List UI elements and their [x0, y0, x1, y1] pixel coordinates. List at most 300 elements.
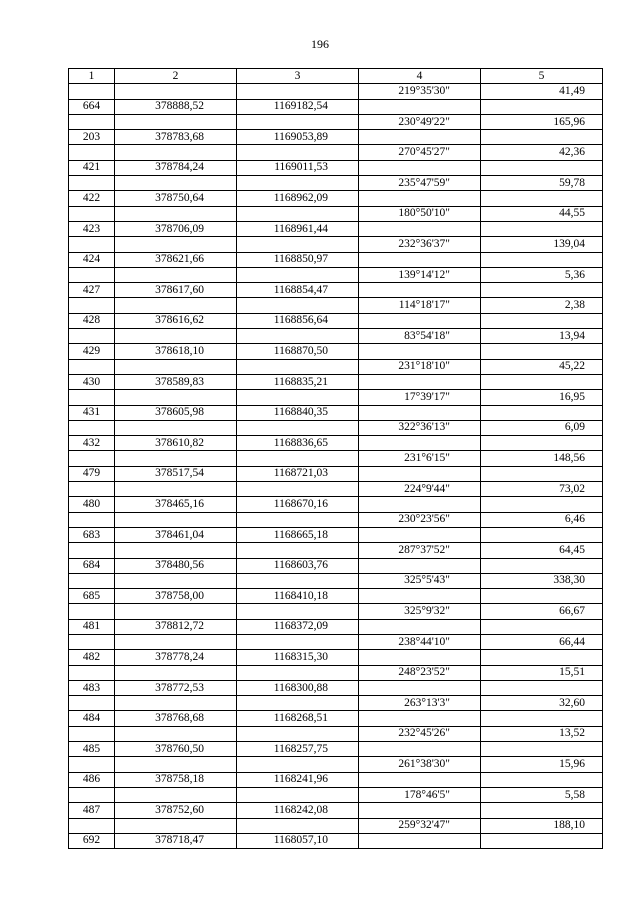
direction-angle-cell [359, 99, 481, 114]
distance-cell [481, 833, 603, 848]
y-coordinate-cell: 1168836,65 [237, 436, 359, 451]
y-coordinate-cell [237, 482, 359, 497]
table-row [69, 420, 603, 435]
table-row [69, 313, 603, 328]
table-body [69, 84, 603, 849]
distance-cell [481, 374, 603, 389]
point-number-cell: 483 [69, 680, 115, 695]
direction-angle-cell [359, 252, 481, 267]
direction-angle-cell: 248°23'52" [359, 665, 481, 680]
table-row [69, 267, 603, 282]
direction-angle-cell: 178°46'5" [359, 787, 481, 802]
x-coordinate-cell [115, 787, 237, 802]
x-coordinate-cell [115, 512, 237, 527]
table-row [69, 160, 603, 175]
x-coordinate-cell [115, 237, 237, 252]
direction-angle-cell: 322°36'13" [359, 420, 481, 435]
table-row [69, 329, 603, 344]
table-row [69, 543, 603, 558]
table-row [69, 573, 603, 588]
point-number-cell: 481 [69, 619, 115, 634]
distance-cell [481, 589, 603, 604]
distance-cell [481, 405, 603, 420]
x-coordinate-cell: 378461,04 [115, 527, 237, 542]
distance-cell [481, 527, 603, 542]
table-row [69, 650, 603, 665]
x-coordinate-cell [115, 451, 237, 466]
point-number-cell [69, 298, 115, 313]
distance-cell: 2,38 [481, 298, 603, 313]
table-row [69, 390, 603, 405]
y-coordinate-cell [237, 420, 359, 435]
y-coordinate-cell: 1168870,50 [237, 344, 359, 359]
direction-angle-cell [359, 436, 481, 451]
distance-cell [481, 130, 603, 145]
table-row [69, 589, 603, 604]
direction-angle-cell [359, 374, 481, 389]
x-coordinate-cell: 378784,24 [115, 160, 237, 175]
point-number-cell: 684 [69, 558, 115, 573]
x-coordinate-cell [115, 329, 237, 344]
distance-cell: 139,04 [481, 237, 603, 252]
distance-cell [481, 191, 603, 206]
table-row [69, 787, 603, 802]
table-row [69, 84, 603, 99]
point-number-cell [69, 665, 115, 680]
x-coordinate-cell [115, 543, 237, 558]
x-coordinate-cell [115, 84, 237, 99]
table-row [69, 558, 603, 573]
distance-cell: 16,95 [481, 390, 603, 405]
table-row [69, 833, 603, 848]
y-coordinate-cell [237, 329, 359, 344]
y-coordinate-cell [237, 787, 359, 802]
y-coordinate-cell: 1168241,96 [237, 772, 359, 787]
point-number-cell: 685 [69, 589, 115, 604]
y-coordinate-cell: 1169011,53 [237, 160, 359, 175]
y-coordinate-cell [237, 84, 359, 99]
y-coordinate-cell: 1168850,97 [237, 252, 359, 267]
point-number-cell: 485 [69, 742, 115, 757]
x-coordinate-cell: 378758,00 [115, 589, 237, 604]
table-row [69, 451, 603, 466]
direction-angle-cell [359, 283, 481, 298]
y-coordinate-cell: 1168840,35 [237, 405, 359, 420]
table-row [69, 604, 603, 619]
point-number-cell: 424 [69, 252, 115, 267]
y-coordinate-cell [237, 604, 359, 619]
y-coordinate-cell: 1169182,54 [237, 99, 359, 114]
y-coordinate-cell [237, 451, 359, 466]
distance-cell [481, 160, 603, 175]
point-number-cell [69, 84, 115, 99]
x-coordinate-cell [115, 634, 237, 649]
table-row [69, 818, 603, 833]
point-number-cell [69, 512, 115, 527]
y-coordinate-cell: 1168242,08 [237, 803, 359, 818]
distance-cell: 32,60 [481, 696, 603, 711]
x-coordinate-cell: 378758,18 [115, 772, 237, 787]
table-row [69, 206, 603, 221]
point-number-cell: 421 [69, 160, 115, 175]
direction-angle-cell: 219°35'30" [359, 84, 481, 99]
direction-angle-cell: 238°44'10" [359, 634, 481, 649]
point-number-cell [69, 176, 115, 191]
y-coordinate-cell: 1168835,21 [237, 374, 359, 389]
x-coordinate-cell [115, 267, 237, 282]
x-coordinate-cell [115, 420, 237, 435]
x-coordinate-cell [115, 818, 237, 833]
y-coordinate-cell: 1168268,51 [237, 711, 359, 726]
direction-angle-cell [359, 833, 481, 848]
table-row [69, 619, 603, 634]
direction-angle-cell: 224°9'44" [359, 482, 481, 497]
point-number-cell [69, 696, 115, 711]
table-row [69, 99, 603, 114]
table-row [69, 726, 603, 741]
direction-angle-cell [359, 558, 481, 573]
point-number-cell [69, 237, 115, 252]
distance-cell: 148,56 [481, 451, 603, 466]
table-row [69, 527, 603, 542]
distance-cell [481, 711, 603, 726]
x-coordinate-cell [115, 145, 237, 160]
point-number-cell [69, 390, 115, 405]
distance-cell [481, 558, 603, 573]
x-coordinate-cell: 378706,09 [115, 221, 237, 236]
distance-cell: 13,52 [481, 726, 603, 741]
y-coordinate-cell: 1168962,09 [237, 191, 359, 206]
table-row [69, 114, 603, 129]
direction-angle-cell: 235°47'59" [359, 176, 481, 191]
direction-angle-cell [359, 405, 481, 420]
x-coordinate-cell: 378772,53 [115, 680, 237, 695]
distance-cell: 15,96 [481, 757, 603, 772]
distance-cell: 6,46 [481, 512, 603, 527]
distance-cell: 64,45 [481, 543, 603, 558]
y-coordinate-cell [237, 145, 359, 160]
y-coordinate-cell [237, 267, 359, 282]
y-coordinate-cell [237, 757, 359, 772]
x-coordinate-cell: 378750,64 [115, 191, 237, 206]
distance-cell [481, 619, 603, 634]
table-row [69, 512, 603, 527]
table-row [69, 696, 603, 711]
x-coordinate-cell: 378812,72 [115, 619, 237, 634]
point-number-cell: 664 [69, 99, 115, 114]
table-row [69, 176, 603, 191]
column-header-point-number: 1 [69, 69, 115, 84]
point-number-cell [69, 206, 115, 221]
x-coordinate-cell [115, 359, 237, 374]
x-coordinate-cell: 378617,60 [115, 283, 237, 298]
x-coordinate-cell: 378783,68 [115, 130, 237, 145]
point-number-cell: 422 [69, 191, 115, 206]
point-number-cell [69, 818, 115, 833]
x-coordinate-cell [115, 206, 237, 221]
y-coordinate-cell: 1168300,88 [237, 680, 359, 695]
y-coordinate-cell: 1168670,16 [237, 497, 359, 512]
y-coordinate-cell: 1168410,18 [237, 589, 359, 604]
direction-angle-cell: 232°36'37" [359, 237, 481, 252]
y-coordinate-cell: 1168961,44 [237, 221, 359, 236]
distance-cell: 338,30 [481, 573, 603, 588]
x-coordinate-cell: 378778,24 [115, 650, 237, 665]
point-number-cell [69, 573, 115, 588]
table-row [69, 466, 603, 481]
table-row [69, 757, 603, 772]
y-coordinate-cell [237, 634, 359, 649]
point-number-cell [69, 543, 115, 558]
table-row [69, 665, 603, 680]
distance-cell: 5,36 [481, 267, 603, 282]
direction-angle-cell [359, 803, 481, 818]
distance-cell [481, 803, 603, 818]
direction-angle-cell [359, 497, 481, 512]
direction-angle-cell: 325°5'43" [359, 573, 481, 588]
y-coordinate-cell [237, 237, 359, 252]
direction-angle-cell [359, 313, 481, 328]
table-row [69, 680, 603, 695]
direction-angle-cell: 261°38'30" [359, 757, 481, 772]
table-row [69, 130, 603, 145]
table-header-row [69, 69, 603, 84]
point-number-cell: 203 [69, 130, 115, 145]
x-coordinate-cell [115, 390, 237, 405]
y-coordinate-cell: 1168372,09 [237, 619, 359, 634]
point-number-cell: 429 [69, 344, 115, 359]
x-coordinate-cell [115, 176, 237, 191]
x-coordinate-cell: 378605,98 [115, 405, 237, 420]
distance-cell [481, 99, 603, 114]
point-number-cell: 683 [69, 527, 115, 542]
point-number-cell: 479 [69, 466, 115, 481]
point-number-cell [69, 634, 115, 649]
y-coordinate-cell [237, 512, 359, 527]
y-coordinate-cell [237, 298, 359, 313]
distance-cell [481, 650, 603, 665]
distance-cell: 66,67 [481, 604, 603, 619]
y-coordinate-cell: 1168315,30 [237, 650, 359, 665]
direction-angle-cell [359, 221, 481, 236]
distance-cell: 41,49 [481, 84, 603, 99]
y-coordinate-cell: 1168057,10 [237, 833, 359, 848]
distance-cell: 45,22 [481, 359, 603, 374]
distance-cell [481, 221, 603, 236]
point-number-cell: 692 [69, 833, 115, 848]
distance-cell [481, 742, 603, 757]
point-number-cell: 486 [69, 772, 115, 787]
y-coordinate-cell: 1168603,76 [237, 558, 359, 573]
x-coordinate-cell [115, 573, 237, 588]
point-number-cell: 430 [69, 374, 115, 389]
x-coordinate-cell [115, 665, 237, 680]
distance-cell [481, 772, 603, 787]
point-number-cell: 482 [69, 650, 115, 665]
point-number-cell: 487 [69, 803, 115, 818]
point-number-cell: 484 [69, 711, 115, 726]
direction-angle-cell [359, 191, 481, 206]
x-coordinate-cell: 378465,16 [115, 497, 237, 512]
distance-cell [481, 344, 603, 359]
table-row [69, 405, 603, 420]
table-row [69, 742, 603, 757]
x-coordinate-cell: 378480,56 [115, 558, 237, 573]
y-coordinate-cell [237, 543, 359, 558]
distance-cell: 66,44 [481, 634, 603, 649]
y-coordinate-cell [237, 665, 359, 680]
direction-angle-cell: 139°14'12" [359, 267, 481, 282]
table-row [69, 344, 603, 359]
direction-angle-cell [359, 344, 481, 359]
y-coordinate-cell: 1169053,89 [237, 130, 359, 145]
point-number-cell: 431 [69, 405, 115, 420]
point-number-cell: 428 [69, 313, 115, 328]
y-coordinate-cell: 1168665,18 [237, 527, 359, 542]
table-row [69, 497, 603, 512]
table-row [69, 772, 603, 787]
column-header-distance: 5 [481, 69, 603, 84]
direction-angle-cell: 232°45'26" [359, 726, 481, 741]
point-number-cell [69, 757, 115, 772]
y-coordinate-cell [237, 206, 359, 221]
x-coordinate-cell: 378752,60 [115, 803, 237, 818]
point-number-cell [69, 726, 115, 741]
x-coordinate-cell: 378888,52 [115, 99, 237, 114]
distance-cell: 6,09 [481, 420, 603, 435]
x-coordinate-cell [115, 604, 237, 619]
x-coordinate-cell: 378760,50 [115, 742, 237, 757]
table-row [69, 221, 603, 236]
point-number-cell [69, 604, 115, 619]
x-coordinate-cell: 378610,82 [115, 436, 237, 451]
distance-cell [481, 313, 603, 328]
table-row [69, 298, 603, 313]
distance-cell: 59,78 [481, 176, 603, 191]
x-coordinate-cell: 378718,47 [115, 833, 237, 848]
x-coordinate-cell [115, 696, 237, 711]
direction-angle-cell [359, 711, 481, 726]
distance-cell: 73,02 [481, 482, 603, 497]
direction-angle-cell: 114°18'17" [359, 298, 481, 313]
distance-cell: 5,58 [481, 787, 603, 802]
direction-angle-cell: 17°39'17" [359, 390, 481, 405]
direction-angle-cell [359, 772, 481, 787]
y-coordinate-cell [237, 176, 359, 191]
direction-angle-cell: 263°13'3" [359, 696, 481, 711]
point-number-cell [69, 114, 115, 129]
x-coordinate-cell: 378768,68 [115, 711, 237, 726]
y-coordinate-cell [237, 726, 359, 741]
direction-angle-cell [359, 619, 481, 634]
direction-angle-cell: 259°32'47" [359, 818, 481, 833]
point-number-cell [69, 787, 115, 802]
x-coordinate-cell [115, 482, 237, 497]
column-header-x-coordinate: 2 [115, 69, 237, 84]
point-number-cell: 427 [69, 283, 115, 298]
distance-cell [481, 680, 603, 695]
x-coordinate-cell [115, 114, 237, 129]
point-number-cell [69, 482, 115, 497]
direction-angle-cell: 230°23'56" [359, 512, 481, 527]
direction-angle-cell [359, 160, 481, 175]
y-coordinate-cell [237, 359, 359, 374]
direction-angle-cell: 231°18'10" [359, 359, 481, 374]
point-number-cell: 432 [69, 436, 115, 451]
distance-cell [481, 252, 603, 267]
point-number-cell [69, 420, 115, 435]
direction-angle-cell: 231°6'15" [359, 451, 481, 466]
column-header-y-coordinate: 3 [237, 69, 359, 84]
distance-cell: 13,94 [481, 329, 603, 344]
x-coordinate-cell [115, 757, 237, 772]
y-coordinate-cell [237, 696, 359, 711]
direction-angle-cell [359, 650, 481, 665]
x-coordinate-cell: 378616,62 [115, 313, 237, 328]
y-coordinate-cell: 1168856,64 [237, 313, 359, 328]
direction-angle-cell [359, 466, 481, 481]
direction-angle-cell: 287°37'52" [359, 543, 481, 558]
distance-cell [481, 283, 603, 298]
x-coordinate-cell [115, 298, 237, 313]
distance-cell [481, 466, 603, 481]
direction-angle-cell [359, 130, 481, 145]
direction-angle-cell: 325°9'32" [359, 604, 481, 619]
x-coordinate-cell: 378618,10 [115, 344, 237, 359]
x-coordinate-cell: 378589,83 [115, 374, 237, 389]
distance-cell [481, 497, 603, 512]
direction-angle-cell: 180°50'10" [359, 206, 481, 221]
table-row [69, 482, 603, 497]
point-number-cell: 423 [69, 221, 115, 236]
table-row [69, 359, 603, 374]
table-row [69, 191, 603, 206]
table-row [69, 436, 603, 451]
distance-cell: 188,10 [481, 818, 603, 833]
x-coordinate-cell: 378621,66 [115, 252, 237, 267]
distance-cell [481, 436, 603, 451]
point-number-cell [69, 451, 115, 466]
y-coordinate-cell [237, 573, 359, 588]
table-row [69, 634, 603, 649]
table-row [69, 252, 603, 267]
table-row [69, 145, 603, 160]
y-coordinate-cell [237, 390, 359, 405]
y-coordinate-cell [237, 114, 359, 129]
x-coordinate-cell [115, 726, 237, 741]
table-row [69, 711, 603, 726]
direction-angle-cell [359, 680, 481, 695]
point-number-cell [69, 359, 115, 374]
table-row [69, 803, 603, 818]
direction-angle-cell: 230°49'22" [359, 114, 481, 129]
direction-angle-cell: 83°54'18" [359, 329, 481, 344]
direction-angle-cell [359, 589, 481, 604]
table-row [69, 374, 603, 389]
distance-cell: 44,55 [481, 206, 603, 221]
direction-angle-cell [359, 527, 481, 542]
coordinates-table [68, 68, 603, 849]
y-coordinate-cell: 1168257,75 [237, 742, 359, 757]
table-row [69, 283, 603, 298]
distance-cell: 15,51 [481, 665, 603, 680]
y-coordinate-cell: 1168721,03 [237, 466, 359, 481]
point-number-cell: 480 [69, 497, 115, 512]
y-coordinate-cell [237, 818, 359, 833]
point-number-cell [69, 267, 115, 282]
column-header-direction-angle: 4 [359, 69, 481, 84]
direction-angle-cell [359, 742, 481, 757]
